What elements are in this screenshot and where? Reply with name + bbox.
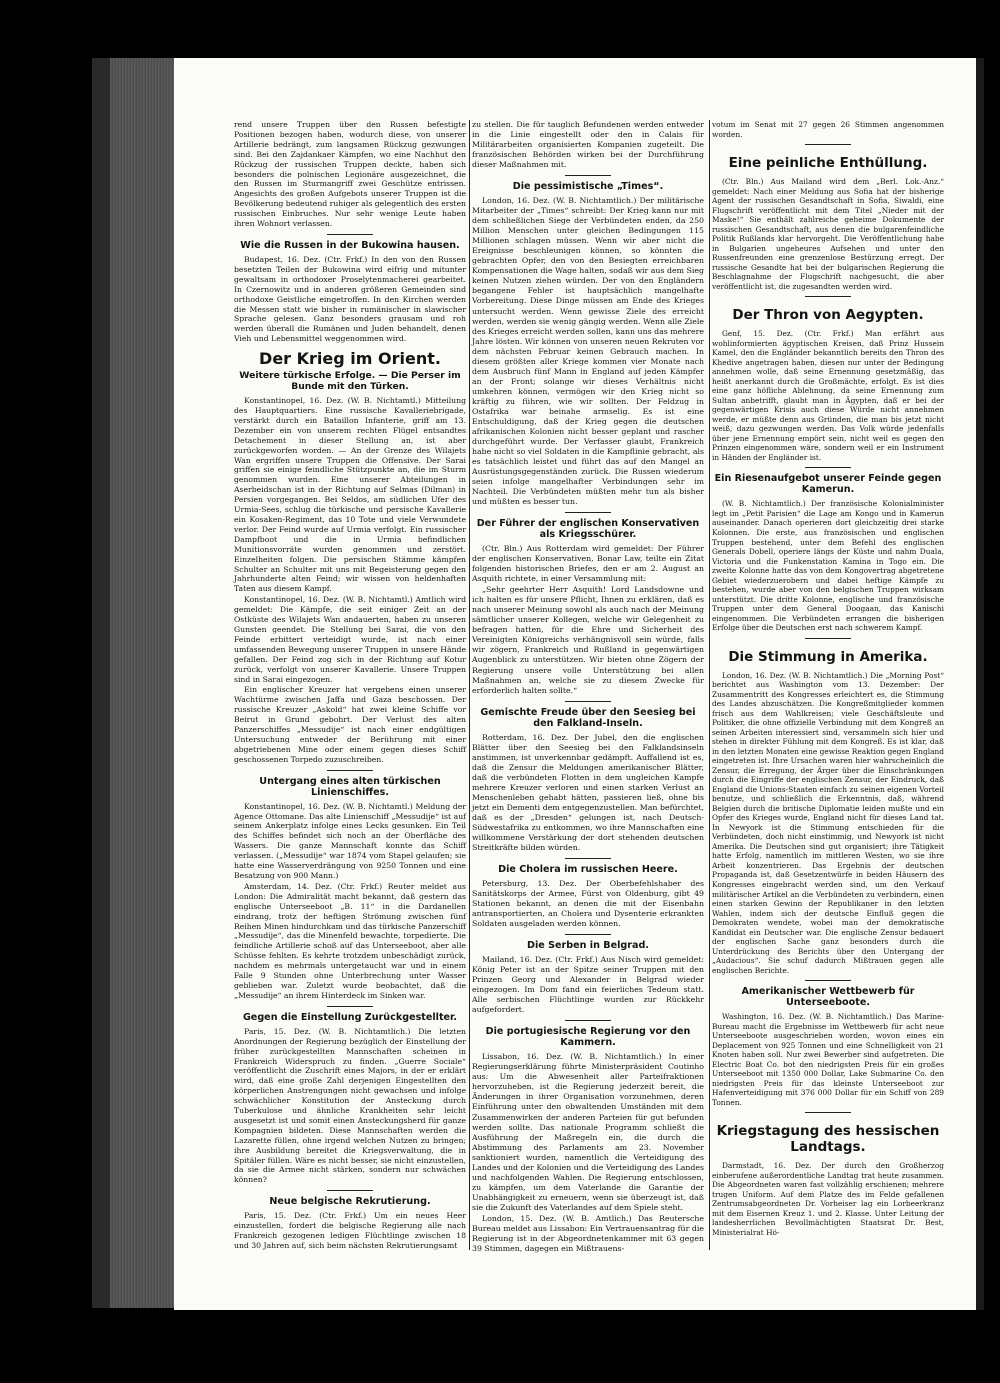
article-paragraph: (Ctr. Bln.) Aus Mailand wird dem „Berl. Lok.-Anz.“ gemeldet: Nach einer Meldung aus Sofia hat der bisherige Agent der russischen Gesandtschaft in Sofia, Siwaldi, eine Flugschrift veröffentlicht mit dem Titel „Nieder mit der Maske!“ Sie enthält zahlreiche geheime Dokumente der russischen Gesandtschaft, aus denen die bulgarenfeindliche Politik Rußlands klar hervorgeht. Die Veröffentlichung habe in Bulgarien ungeheures Aufsehen und unter den Russenfreunden eine grenzenlose Bestürzung erregt. Der russische Gesandte hat bei der bulgarischen Regierung die Beschlagnahme der Flugschrift nachgesucht, die aber veröffentlicht ist, die zugesandten werden wird.: [712, 177, 944, 291]
article-paragraph: rend unsere Truppen über den Russen befestigte Positionen bezogen haben, wodurch diese, von unserer Artillerie bedrängt, zum langsamen Rückzug gezwungen sind. Bei den Zajdankaer Kämpfen, wo eine Nachhut den Rückzug der russischen Truppen deckte, haben sich besonders die polnischen Legionäre ausgezeichnet, die den Russen im Sturmangriff zwei Geschütze entrissen. Angesichts des großen Aufgebots unserer Truppen ist die Bevölkerung bedeutend ruhiger als gelegentlich des ersten russischen Einbruches. Nur sehr wenige Leute haben ihren Wohnort verlassen.: [234, 120, 466, 229]
article-paragraph: Genf, 15. Dez. (Ctr. Frkf.) Man erfährt aus wohlinformierten ägyptischen Kreisen, daß Prinz Hussein Kamel, den die Engländer bekanntlich bereits den Thron des Khedive angetragen haben, diesen nur unter der Bedingung annehmen wolle, daß seine Ernennung gesetzmäßig, das heißt anerkannt durch die Großmächte, erfolgt. Es ist dies eine ganz höfliche Ablehnung, da seine Ernennung zum Sultan anbetrifft, glaubt man in Ägypten, daß er bei der gegenwärtigen Krisis auch diese Würde nicht annehmen werde, er müßte denn aus Gründen, die man bis jetzt nicht weiß, dazu gezwungen werden. Das Volk würde jedenfalls über jene Ernennung empört sein, nicht weil es gegen den Prinzen eingenommen wäre, sondern weil er ein Instrument in Händen der Engländer ist.: [712, 329, 944, 462]
page-edge: [976, 58, 984, 1310]
article-headline: Die portugiesische Regierung vor den Kammern.: [485, 1026, 691, 1049]
article-headline: Gegen die Einstellung Zurückgestellter.: [242, 1011, 458, 1023]
article-separator: [805, 980, 851, 981]
article-headline: Der Thron von Aegypten.: [732, 307, 924, 324]
article-headline: Gemischte Freude über den Seesieg bei den Falkland-Inseln.: [480, 706, 696, 729]
article-headline: Die Serben in Belgrad.: [527, 940, 649, 952]
article-separator: [327, 234, 373, 235]
article-separator: [805, 467, 851, 468]
column-rule: [469, 120, 470, 1250]
column-3: [712, 120, 944, 1238]
book-spine-shadow: [92, 58, 110, 1308]
article-headline: Der Führer der englischen Konservativen als Kriegsschürer.: [476, 518, 700, 541]
article-paragraph: Konstantinopel, 16. Dez. (W. B. Nichtamtl.) Meldung der Agence Ottomane. Das alte Linienschiff „Messudije“ ist auf seinem Ankerplatz infolge eines Lecks gesunken. Ein Teil des Schiffes befindet sich noch an der Oberfläche des Wassers. Die ganze Mannschaft konnte das Schiff verlassen. („Messudije“ war 1874 vom Stapel gelaufen; sie hatte eine Wasserverdrängung von 9250 Tonnen und eine Besatzung von 900 Mann.): [234, 801, 466, 880]
article-separator: [327, 1190, 373, 1191]
article-paragraph: Petersburg, 13. Dez. Der Oberbefehlshaber des Sanitätskorps der Armee, Fürst von Oldenburg, gibt 49 Stationen bekannt, an denen die mit der Eisenbahn antransportierten, an Cholera und Dysenterie erkrankten Soldaten ausgeladen werden können.: [472, 878, 704, 929]
article-paragraph: London, 16. Dez. (W. B. Nichtamtlich.) Der militärische Mitarbeiter der „Times“ schreibt: Der Krieg kann nur mit dem schließlichen Siege der Verbündeten enden, da 250 Million Menschen unter gleichen Bedingungen 115 Millionen schlagen müssen. Wenn wir aber nicht die Ereignisse beschleunigen können, so könnten die gebrachten Opfer, den von den Besiegten erreichbaren Kompensationen die Wage halten, sodaß wir aus dem Sieg keinen Nutzen ziehen würden. Der von den Engländern begangene Fehler ist hauptsächlich mangelhafte Vorbereitung. Diese Dinge müssen am Ende des Krieges untersucht werden. Wenn gewisse Ziele des erreicht werden, werden sie wenig gängig werden. Wenn alle Ziele des Krieges erreicht werden sollen, kann uns das mehrere Jahre lösten. Wir können von unseren neuen Rekruten vor dem nächsten Februar keinen Gebrauch machen. In diesem größten aller Kriege kommen vier Monate nach dem Ausbruch fünf Mann in England auf jeden Kämpfer an der Front; solange wir dieses Verhältnis nicht umkehren können, vermögen wir den Krieg nicht so kräftig zu führen, wie wir sollten. Der Feldzug in Ostafrika war beinahe armselig. Es ist eine Entschuldigung, daß der Krieg gegen die deutschen afrikanischen Kolonien nicht besser geplant und rascher durchgeführt wurde. Der Verfasser glaubt, Frankreich habe nicht so viel Soldaten in die Kampflinie gebracht, als es tatsächlich leistet und führt das auf den Mangel an Ausrüstungsgegenständen zurück. Die Russen wiederum seien infolge mangelhafter Verbindungen sehr im Nachteil. Die Verbündeten müßten mehr tun als bisher und müßten es besser tun.: [472, 196, 704, 507]
article-headline: Amerikanischer Wettbewerb für Unterseeboote.: [741, 986, 915, 1009]
article-separator: [565, 512, 611, 513]
article-headline: Wie die Russen in der Bukowina hausen.: [240, 239, 460, 251]
article-paragraph: votum im Senat mit 27 gegen 26 Stimmen angenommen worden.: [712, 120, 944, 139]
column-2: [472, 120, 704, 1255]
article-paragraph: Lissabon, 16. Dez. (W. B. Nichtamtlich.) In einer Regierungserklärung führte Ministerpräsident Coutinho aus: Um die Abwesenheit aller Parteifraktionen hervorzuheben, ist die Regierung jederzeit bereit, die Änderungen in ihrer Organisation vorzunehmen, deren Einführung unter den obwaltenden Umständen mit dem Zusammenwirken der anderen Parteien für gut befunden werden sollte. Das nationale Programm schließt die Ausführung der Maßregeln ein, die durch die Abstimmung des Parlaments am 23. November sanktioniert wurden, namentlich die Verteidigung des Landes und der Kolonien und die Verteidigung des Landes und nachfolgenden Wahlen. Die Regierung entschlossen, zu kämpfen, um dem Vaterlande die Garantie der Unabhängigkeit zu erneuern, wenn sie überzeugt ist, daß sie die Zukunft des Vaterlandes auf dem Spiele steht.: [472, 1052, 704, 1212]
newspaper-page: [174, 58, 976, 1310]
article-subheadline: Weitere türkische Erfolge. — Die Perser im Bunde mit den Türken.: [239, 370, 461, 393]
article-separator: [327, 1006, 373, 1007]
article-paragraph: (Ctr. Bln.) Aus Rotterdam wird gemeldet: Der Führer der englischen Konservativen, Bonar Law, teilte ein Zitat folgenden historischen Briefes, den er am 2. August an Asquith richtete, in einer Versammlung mit:: [472, 544, 704, 584]
article-paragraph: Paris, 15. Dez. (W. B. Nichtamtlich.) Die letzten Anordnungen der Regierung bezüglich der Einstellung der früher zurückgestellten Mannschaften scheinen in Frankreich Widerspruch zu finden. „Guerre Sociale“ veröffentlicht die Zuschrift eines Majors, in der er erklärt wird, daß eine große Zahl derjenigen Eingestellten den körperlichen Anstrengungen nicht gewachsen und infolge schwächlicher Konstitution der Ansteckung durch Tuberkulose und ähnliche Krankheiten sehr leicht ausgesetzt ist und somit einen Ansteckungsherd für ganze Kompagnien bildeten. Diese Mannschaften werden die Lazarette füllen, ohne irgend welchen Nutzen zu bringen; ihre Ausbildung bereitet die Kriegsverwaltung, die in Spitäler füllen. Wäre es nicht besser, sie nicht einzustellen, da sie die Armee nicht stärken, sondern nur schwächen können?: [234, 1026, 466, 1185]
article-separator: [565, 701, 611, 702]
article-paragraph: Darmstadt, 16. Dez. Der durch den Großherzog einberufene außerordentliche Landtag trat heute zusammen. Die Abgeordneten waren fast vollzählig erschienen; mehrere trugen Uniform. Auf dem Platze des im Felde gefallenen Zentrumsabgeordneten Dr. Vorheiser lag ein Lorbeerkranz mit dem Eisernen Kreuz 1. und 2. Klasse. Unter Leitung der landesherrlichen Bevollmächtigten Staatsrat Dr. Best, Ministerialrat Hö-: [712, 1161, 944, 1237]
article-headline: Ein Riesenaufgebot unserer Feinde gegen Kamerun.: [714, 473, 942, 496]
article-paragraph: Konstantinopel, 16. Dez. (W. B. Nichtamtl.) Amtlich wird gemeldet: Die Kämpfe, die seit einiger Zeit an der Ostküste des Wilajets Wan andauerten, haben zu unseren Gunsten geendet. Die Stellung bei Sarai, die von den Feinde erbittert verteidigt wurde, ist nach einer umfassenden Bewegung unserer Truppen in unsere Hände gefallen. Der Feind zog sich in der Richtung auf Kotur zurück, verfolgt von unserer Kavallerie. Unsere Truppen sind in Sarai eingezogen.: [234, 595, 466, 684]
article-separator: [565, 175, 611, 176]
article-separator: [565, 934, 611, 935]
article-separator: [805, 1112, 851, 1113]
article-paragraph: (W. B. Nichtamtlich.) Der französische Kolonialminister legt im „Petit Parisien“ die Lage am Kongo und in Kamerun auseinander. Danach operieren dort gleichzeitig drei starke Kolonnen. Die erste, aus französischen und englischen Truppen bestehend, unter dem Befehl des englischen Generals Dobell, operiere längs der Küste und nahm Duala, Victoria und die Funkenstation Kamina in Togo ein. Die zweite Kolonne hatte das von dem Kongovertrag abgetretene Gebiet wiederzuerobern und dabei heftige Kämpfe zu bestehen, wurde aber von den belgischen Truppen wirksam unterstützt. Die dritte Kolonne, englische und französische Truppen unter dem General Doogaan, das Kanischi eingenommen. Die Verbündeten errangen die bisherigen Erfolge über die Deutschen erst nach schwerem Kampf.: [712, 499, 944, 633]
article-headline: Die Cholera im russischen Heere.: [498, 863, 678, 875]
article-paragraph: Amsterdam, 14. Dez. (Ctr. Frkf.) Reuter meldet aus London: Die Admiralität macht bekannt, daß gestern das englische Unterseeboot „B. 11“ in die Dardanellen eindrang, trotz der heftigen Strömung zwischen fünf Reihen Minen hindurchkam und das türkische Panzerschiff „Messudije“, das die Minenfeld bewachte, torpedierte. Die feindliche Artillerie schoß auf das Unterseeboot, aber alle Schüsse fehlten. Es kehrte trotzdem unbeschädigt zurück, nachdem es mehrmals untergetaucht war und in einem Falle 9 Stunden ohne Unterbrechung unter Wasser geblieben war. Zuletzt wurde beobachtet, daß die „Messudije“ an ihrem Hinterdeck im Sinken war.: [234, 881, 466, 1000]
column-1: [234, 120, 466, 1252]
article-paragraph: Mailand, 16. Dez. (Ctr. Frkf.) Aus Nisch wird gemeldet: König Peter ist an der Spitze seiner Truppen mit den Prinzen Georg und Alexander in Belgrad wieder eingezogen. Im Dom fand ein feierliches Tedeum statt. Alle serbischen Flüchtlinge wurden zur Rückkehr aufgefordert.: [472, 955, 704, 1015]
article-separator: [565, 858, 611, 859]
article-paragraph: Washington, 16. Dez. (W. B. Nichtamtlich.) Das Marine-Bureau macht die Ergebnisse im Wettbewerb für acht neue Unterseeboote ausgeschrieben worden, wovon eines ein Deplacement von 925 Tonnen und eine Schnelligkeit von 21 Knoten haben soll. Nur zwei Bewerber sind aufgetreten. Die Electric Boat Co. bot den niedrigsten Preis für ein großes Unterseeboot mit 1350 000 Dollar, Lake Submarine Co. den niedrigsten Preis für das kleinste Unterseeboot zur Hafenverteidigung mit 376 000 Dollar für ein Schiff von 289 Tonnen.: [712, 1012, 944, 1107]
article-headline: Eine peinliche Enthüllung.: [728, 155, 928, 172]
article-separator: [327, 770, 373, 771]
article-paragraph: Budapest, 16. Dez. (Ctr. Frkf.) In den von den Russen besetzten Teilen der Bukowina wird eifrig und mitunter gewaltsam in orthodoxer Proselytenmacherei gearbeitet. In Czernowitz und in anderen größeren Gemeinden sind orthodoxe Geistliche eingetroffen. In den Kirchen werden die Messen statt wie bisher in rumänischer in slawischer Sprache gelesen. Ganz besonders grausam und roh werden überall die Rumänen und Juden behandelt, denen Vieh und Lebensmittel weggenommen wird.: [234, 254, 466, 344]
article-paragraph: Paris, 15. Dez. (Ctr. Frkf.) Um ein neues Heer einzustellen, fordert die belgische Regierung alle nach Frankreich gezogenen ledigen Flüchtlinge zwischen 18 und 30 Jahren auf, sich beim nächsten Rekrutierungsamt: [234, 1211, 466, 1250]
article-paragraph: „Sehr geehrter Herr Asquith! Lord Landsdowne und ich halten es für unsere Pflicht, Ihnen zu erklären, daß es nach unserer Meinung sowohl als auch nach der Meinung sämtlicher unserer Kollegen, welche wir Gelegenheit zu befragen hatten, für die Ehre und Sicherheit des Vereinigten Königreichs verhängnisvoll sein würde, falls wir zögern, Frankreich und Rußland in gegenwärtigen Augenblick zu unterstützen. Wir bieten ohne Zögern der Regierung unsere volle Unterstützung bei allen Maßnahmen an, welche sie zu diesem Zwecke für erforderlich halten sollte.“: [472, 585, 704, 695]
article-paragraph: zu stellen. Die für tauglich Befundenen werden entweder in die Linie eingestellt oder den in Calais für Militärarbeiten organisierten Kompanien zugeteilt. Die französischen Behörden wirken bei der Durchführung dieser Maßnahmen mit.: [472, 120, 704, 170]
article-separator: [805, 296, 851, 297]
article-headline: Die pessimistische „Times“.: [512, 181, 664, 193]
article-paragraph: Konstantinopel, 16. Dez. (W. B. Nichtamtl.) Mitteilung des Hauptquartiers. Eine russische Kavalleriebrigade, verstärkt durch ein Bataillon Infanterie, griff am 13. Dezember ein von unserem rechten Flügel entsandtes Detachement in dieser Stellung an, ist aber zurückgeworfen worden. — An der Grenze des Wilajets Wan ergriffen unsere Truppen die Offensive. Der Sarai griffen sie einige feindliche Stützpunkte an, die im Sturm genommen wurden. Eine unserer Abteilungen in Aserbeidschan ist in der Richtung auf Selmas (Dilman) in Persien vorgegangen. Bei Seldos, am südlichen Ufer des Urmia-Sees, schlug die türkische und persische Kavallerie ein Kosaken-Regiment, das 10 Tote und viele Verwundete verlor. Der Feind wurde auf Urmia verfolgt. Ein russischer Dampfboot und die in Urmia befindlichen Munitionsvorräte wurden genommen und zerstört. Einzelheiten folgen. Die persischen Stämme kämpfen Schulter an Schulter mit uns mit Begeisterung gegen den Jahrhunderte alten Feind; wir wissen von heldenhaften Taten aus diesem Kampf.: [234, 396, 466, 594]
article-paragraph: Rotterdam, 16. Dez. Der Jubel, den die englischen Blätter über den Seesieg bei den Falklandsinseln anstimmen, ist unverkennbar gedämpft. Auffallend ist es, daß die Zensur die Meldungen amerikanischer Blätter, daß die verbündeten Flotten in dem ungleichen Kampfe mehrere Kreuzer verloren und einen starken Verlust an Menschenleben gehabt hätten, passieren ließ, ohne bis jetzt ein Dementi dem entgegenzustellen. Man befürchtet, daß es der „Dresden“ gelungen ist, nach Deutsch-Südwestafrika zu entkommen, wo ihre Mannschaften eine willkommene Verstärkung der dort stehenden deutschen Streitkräfte bilden würden.: [472, 732, 704, 852]
article-paragraph: Ein englischer Kreuzer hat vergebens einen unserer Wachtürme zwischen Jaffa und Gaza beschossen. Der russische Kreuzer „Askold“ hat zwei kleine Schiffe vor Beirut in Grund gebohrt. Der Verlust des alten Panzerschiffes „Messudije“ ist nach einer endgültigen Untersuchung entweder der Berührung mit einer abgetriebenen Mine oder einem gegen dieses Schiff geschossenen Torpedo zuzuschreiben.: [234, 685, 466, 764]
article-paragraph: London, 15. Dez. (W. B. Amtlich.) Das Reutersche Bureau meldet aus Lissabon: Ein Vertrauensantrag für die Regierung ist in der Abgeordnetenkammer mit 63 gegen 39 Stimmen, dagegen ein Mißtrauens-: [472, 1213, 704, 1253]
column-rule: [709, 120, 710, 1250]
article-headline: Neue belgische Rekrutierung.: [269, 1196, 431, 1208]
section-heading: Der Krieg im Orient.: [259, 349, 441, 369]
article-separator: [565, 1020, 611, 1021]
article-headline: Kriegstagung des hessischen Landtags.: [716, 1123, 940, 1156]
article-paragraph: London, 16. Dez. (W. B. Nichtamtlich.) Die „Morning Post“ berichtet aus Washington vom 13. Dezember: Der Zusammentritt des Kongresses erleichtert es, die Stimmung des Landes abzuschätzen. Die Kongreßmitglieder kommen frisch aus dem Wahlkreisen; viele Geschäftsleute und Politiker, die ohne offizielle Verbindung mit dem Kongreß an seinen Arbeiten interessiert sind, versammeln sich hier und stehen in direkter Fühlung mit dem Kongreß. Es ist klar, daß in den letzten Monaten eine gewisse Reaktion gegen England eingetreten ist. Ihre Ursachen waren hier wahrscheinlich die Zensur, die Erregung, der Ärger über die Einschränkungen durch die Eingriffe der englischen Zensur, der Eindruck, daß England die Unions-Staaten einfach zu seinen eigenen Vorteil benutze, und schließlich die Erkenntnis, daß, während Belgien durch die britische Diplomatie leiden mußte und ein Opfer des Krieges wurde, England nicht für dieses Land tat. In Newyork ist die Stimmung entschieden für die Verbündeten, doch nicht einstimmig, und Newyork ist nicht Amerika. Die Deutschen sind gut organisiert; ihre Tätigkeit hatte Erfolg, namentlich im mittleren Westen, wo sie ihre Arbeit konzentrieren. Das Ergebnis der deutschen Propaganda ist, daß Gesetzentwürfe in beiden Häusern des Kongresses eingebracht werden sind, um den Verkauf militärischer Artikel an die Verbündeten zu verbindern, einen einen starken Gewinn der Republikaner in den letzten Wahlen, indem sich der deutsche Einfluß gegen die Demokraten wendete, wobei man der demokratische Kandidat ein Deutscher war. Die englische Zensur bedauert der englischen Sache ganz besonders durch die Unterdrückung des Berichts über den Untergang der „Audacious“. Sie schuf dadurch Mißtrauen gegen alle englischen Berichte.: [712, 670, 944, 975]
article-headline: Die Stimmung in Amerika.: [728, 648, 928, 665]
article-separator: [805, 144, 851, 145]
article-separator: [805, 638, 851, 639]
article-headline: Untergang eines alten türkischen Linienschiffes.: [259, 775, 441, 798]
